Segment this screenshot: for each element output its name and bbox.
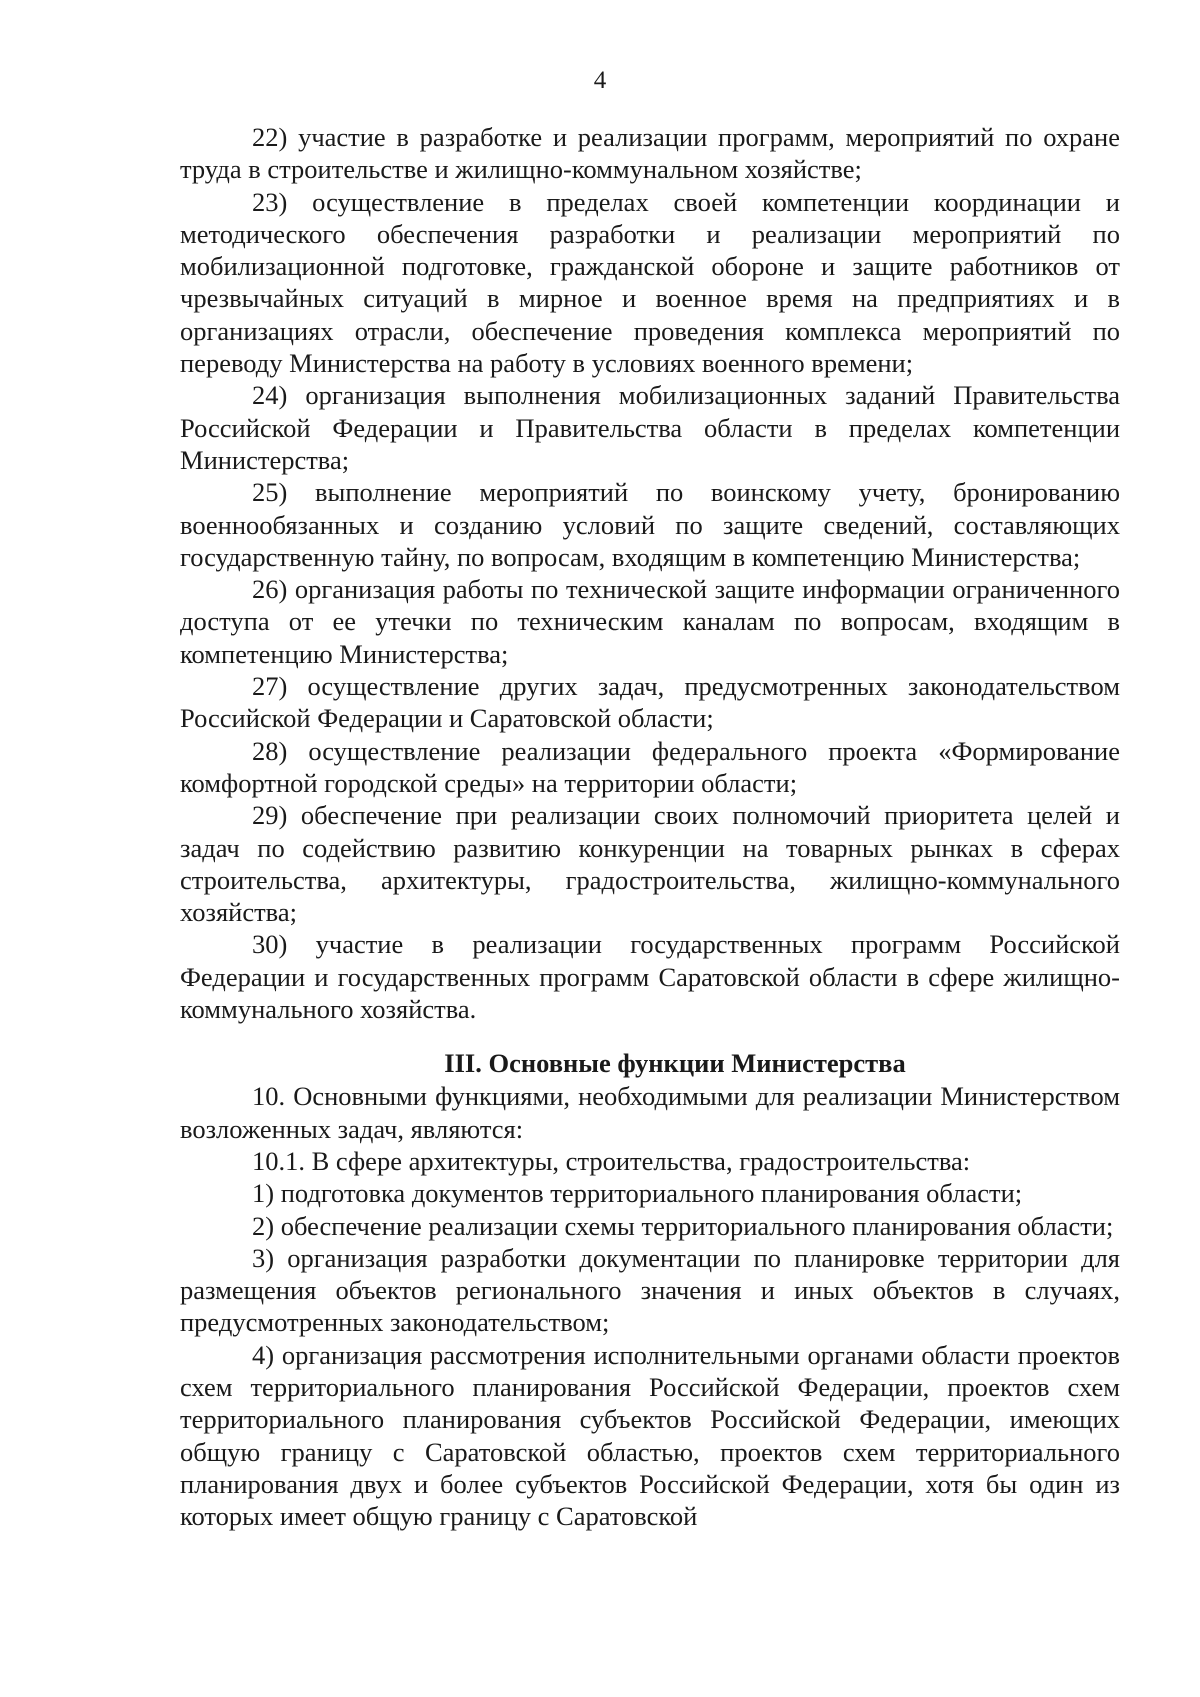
paragraph-subitem-2: 2) обеспечение реализации схемы территориального планирования области; bbox=[252, 1210, 1114, 1241]
paragraph-item-26: 26) организация работы по технической защите информации ограниченного доступа от ее утечки по техническим каналам по вопросам, входящим в компетенцию Министерства; bbox=[180, 574, 1120, 669]
paragraph-clause-10: 10. Основными функциями, необходимыми для реализации Министерством возложенных задач, являются: bbox=[180, 1081, 1120, 1144]
paragraph-item-29: 29) обеспечение при реализации своих полномочий приоритета целей и задач по содействию развитию конкуренции на товарных рынках в сферах строительства, архитектуры, градостроительства, жилищно-коммунального хозяйства; bbox=[180, 800, 1120, 928]
paragraph-item-22: 22) участие в разработке и реализации программ, мероприятий по охране труда в строительстве и жилищно-коммунальном хозяйстве; bbox=[180, 122, 1120, 185]
paragraph-subitem-4: 4) организация рассмотрения исполнительными органами области проектов схем территориального планирования Российской Федерации, проектов схем территориального планирования субъектов Российской Федерации, имеющих общую границу с Саратовской областью, проектов схем территориального планирования двух и более субъектов Российской Федерации, хотя бы один из которых имеет общую границу с Саратовской bbox=[180, 1339, 1120, 1532]
section-heading: III. Основные функции Министерства bbox=[444, 1048, 906, 1079]
page-number: 4 bbox=[593, 67, 607, 94]
paragraph-item-23: 23) осуществление в пределах своей компетенции координации и методического обеспечения разработки и реализации мероприятий по мобилизационной подготовке, гражданской обороне и защите работников от чрезвычайных ситуаций в мирное и военное время на предприятиях и в организациях отрасли, обеспечение проведения комплекса мероприятий по переводу Министерства на работу в условиях военного времени; bbox=[180, 186, 1120, 379]
paragraph-item-30: 30) участие в реализации государственных программ Российской Федерации и государственных программ Саратовской области в сфере жилищно-коммунального хозяйства. bbox=[180, 929, 1120, 1025]
paragraph-item-27: 27) осуществление других задач, предусмотренных законодательством Российской Федерации и Саратовской области; bbox=[180, 671, 1120, 734]
document-body bbox=[180, 121, 1120, 1532]
paragraph-item-28: 28) осуществление реализации федерального проекта «Формирование комфортной городской среды» на территории области; bbox=[180, 735, 1120, 798]
paragraph-item-25: 25) выполнение мероприятий по воинскому учету, бронированию военнообязанных и созданию условий по защите сведений, составляющих государственную тайну, по вопросам, входящим в компетенцию Министерства; bbox=[180, 477, 1120, 572]
paragraph-clause-10-1: 10.1. В сфере архитектуры, строительства, градостроительства: bbox=[252, 1145, 971, 1176]
paragraph-subitem-1: 1) подготовка документов территориального планирования области; bbox=[252, 1178, 1023, 1209]
paragraph-subitem-3: 3) организация разработки документации по планировке территории для размещения объектов регионального значения и иных объектов в случаях, предусмотренных законодательством; bbox=[180, 1242, 1120, 1338]
paragraph-item-24: 24) организация выполнения мобилизационных заданий Правительства Российской Федерации и Правительства области в пределах компетенции Министерства; bbox=[180, 380, 1120, 475]
